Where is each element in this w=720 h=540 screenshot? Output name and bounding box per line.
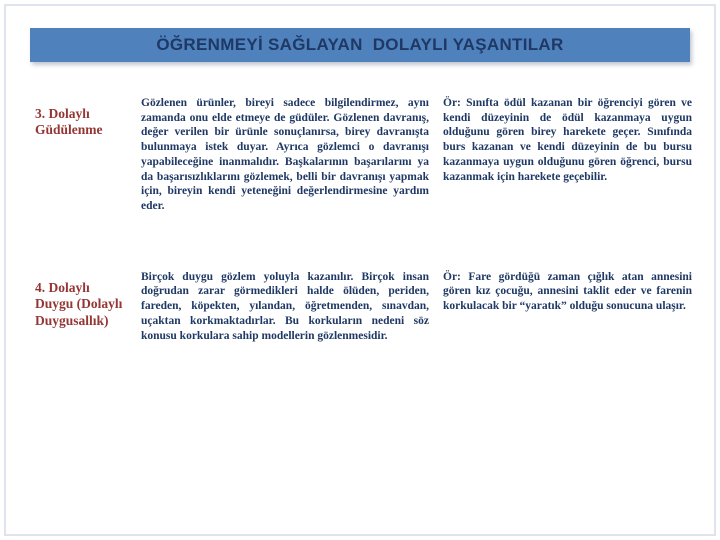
table-row-dolayli-gudulenme	[35, 96, 692, 214]
slide-title: ÖĞRENMEYİ SAĞLAYAN DOLAYLI YAŞANTILAR	[156, 35, 564, 54]
row-example: Ör: Sınıfta ödül kazanan bir öğrenciyi gören ve kendi düzeyinin de ödül kazanmaya uygun olduğunu gören birey harekete geçer. Sınıfında burs kazanan ve kendi düzeyinin de bu bursu kazanmaya uygun olduğunu gören öğrenci, bursu kazanmak için harekete geçebilir.	[443, 97, 692, 183]
row-description: Birçok duygu gözlem yoluyla kazanılır. Birçok insan doğrudan zarar görmedikleri halde ölüden, periden, fareden, köpekten, yılandan, öğretmenden, sınavdan, uçaktan korkmaktadırlar. Bu korkuların nedeni söz konusu korkulara sahip modellerin gözlenmesidir.	[141, 270, 429, 342]
row-label: 3. Dolaylı Güdülenme	[35, 106, 103, 138]
row-description: Gözlenen ürünler, bireyi sadece bilgilendirmez, aynı zamanda onu elde etmeye de güdüler. Gözlenen davranış, değer verilen bir ürünle sonuçlanırsa, birey davranışta bulunmaya istek duyar. Ayrıca gözlemci o davranışı yapabileceğine inanmalıdır. Başkalarının başarılarını ya da başarısızlıklarını gözlemek, belli bir davranışı yapmak için, bireyin kendi yeteneğini değerlendirmesine yardım eder.	[141, 97, 429, 213]
row-label: 4. Dolaylı Duygu (Dolaylı Duygusallık)	[35, 279, 123, 328]
slide-table	[35, 96, 692, 343]
row-example: Ör: Fare gördüğü zaman çığlık atan annesini gören kız çocuğu, annesini taklit eder ve farenin korkulacak bir “yaratık” olduğu sonucuna ulaşır.	[443, 270, 692, 313]
table-row-dolayli-duygu	[35, 270, 692, 344]
slide-title-bar	[30, 28, 690, 62]
